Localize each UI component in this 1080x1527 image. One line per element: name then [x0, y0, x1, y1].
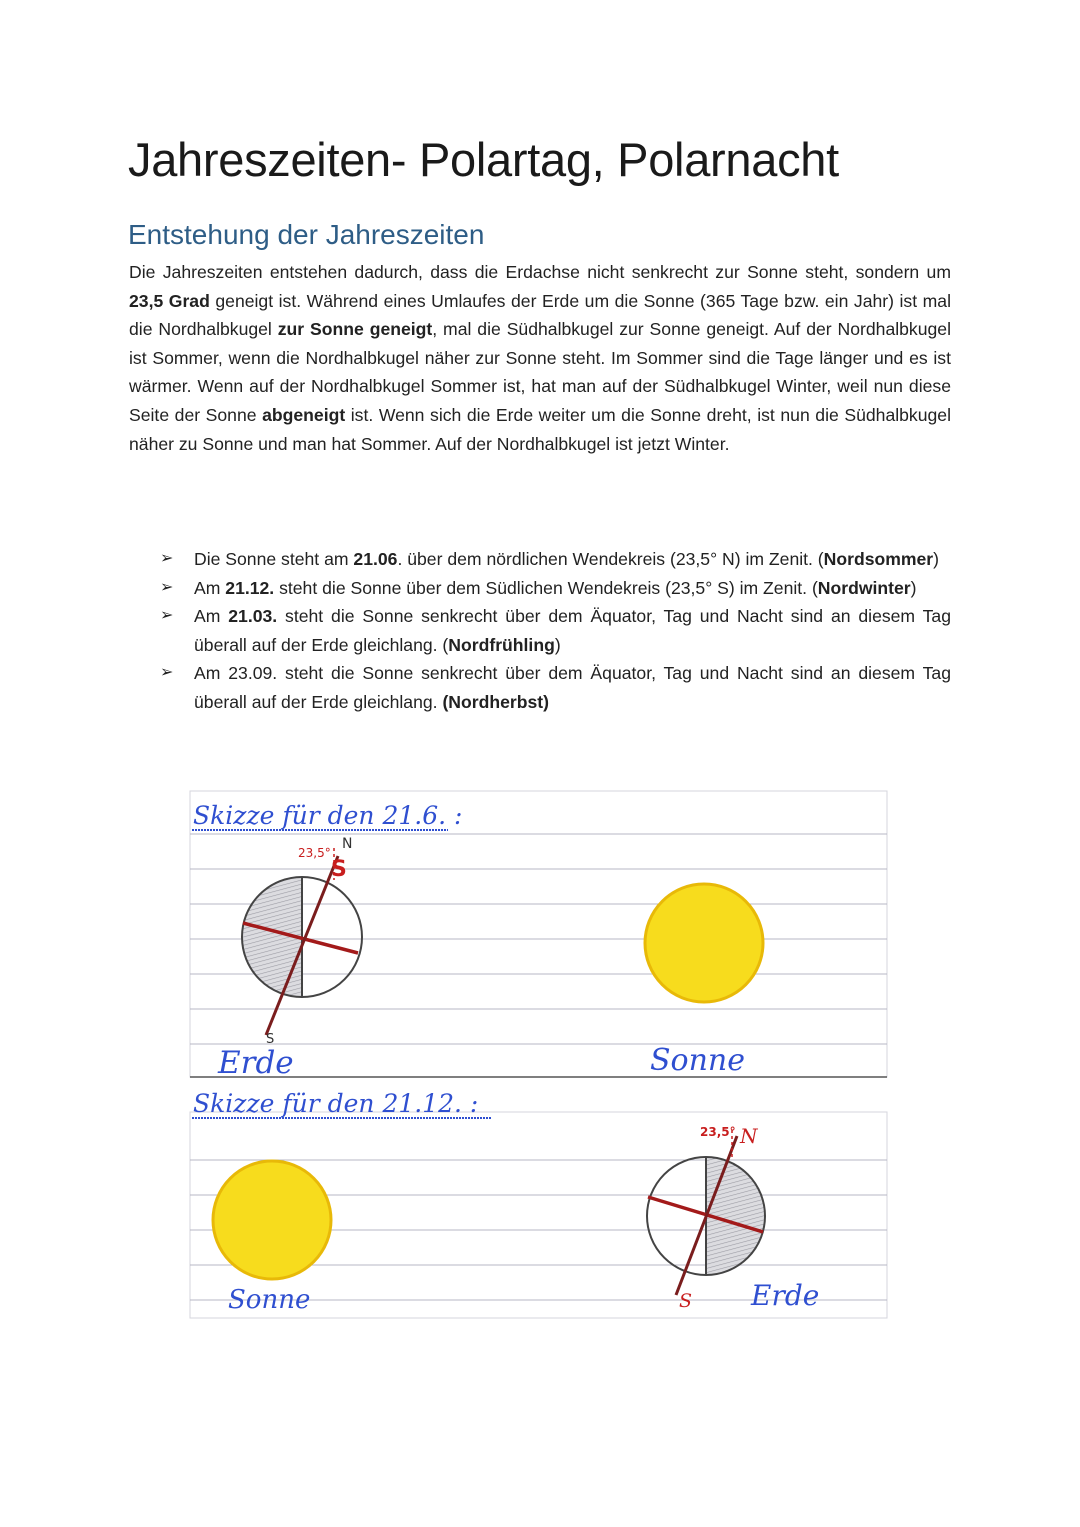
bullet-season: Nordsommer	[823, 549, 934, 569]
sketch-december-heading: Skizze für den 21.12. :	[193, 1089, 479, 1118]
sketch-december-panel	[190, 1089, 887, 1318]
arrow-bullet-icon: ➢	[160, 550, 174, 567]
arrow-bullet-icon: ➢	[160, 607, 174, 625]
page-title: Jahreszeiten- Polartag, Polarnacht	[128, 133, 839, 186]
bullet-season: Nordwinter	[817, 577, 911, 598]
bullet-date: 21.12.	[225, 577, 275, 598]
paragraph-text: ist. Wenn sich die Erde weiter um die Sonne dreht, ist nun die Südhalbkugel näher zu Sonne und man hat Sommer. Auf der Nordhalbkugel ist jetzt Winter.	[129, 404, 951, 454]
bullet-date: 21.03.	[228, 606, 278, 627]
sun-label: Sonne	[650, 1043, 746, 1078]
bullet-text: . über dem nördlichen Wendekreis (23,5° N) im Zenit. (	[397, 549, 824, 569]
bullet-item	[160, 545, 951, 574]
north-label: N	[740, 1124, 758, 1148]
angle-label: 23,5°	[298, 846, 331, 860]
paragraph-text: , mal die Südhalbkugel zur Sonne geneigt. Auf der Nordhalbkugel ist Sommer, wenn die Nordhalbkugel näher zur Sonne steht. Im Sommer sind die Tage länger und es ist wärmer. Wenn auf der Nordhalbkugel Sommer ist, hat man auf der Südhalbkugel Winter, weil nun diese Seite der Sonne	[129, 319, 951, 425]
paragraph-bold: zur Sonne geneigt	[277, 319, 433, 340]
bullet-season: (Nordherbst)	[442, 691, 549, 712]
paragraph-bold: abgeneigt	[262, 404, 346, 425]
paragraph-text: geneigt ist. Während eines Umlaufes der Erde um die Sonne (365 Tage bzw. ein Jahr) ist mal die Nordhalbkugel	[129, 290, 951, 340]
sun-june	[645, 884, 763, 1002]
earth-axis-marker: S	[331, 857, 347, 882]
bullet-item	[160, 574, 951, 603]
south-label: S	[679, 1290, 693, 1312]
bullet-text: )	[933, 549, 940, 569]
angle-label: 23,5°	[700, 1125, 736, 1139]
paragraph-text: Die Jahreszeiten entstehen dadurch, dass die Erdachse nicht senkrecht zur Sonne steht, sondern um	[129, 262, 951, 282]
earth-label: Erde	[218, 1045, 294, 1081]
earth-label: Erde	[751, 1279, 820, 1312]
bullet-text: Am 23.09. steht die Sonne senkrecht über dem Äquator, Tag und Nacht sind an diesem Tag überall auf der Erde gleichlang.	[194, 663, 951, 712]
north-label: N	[342, 836, 353, 852]
sun-december	[213, 1161, 331, 1279]
bullet-text: steht die Sonne über dem Südlichen Wendekreis (23,5° S) im Zenit. (	[274, 577, 818, 598]
season-bullet-list	[160, 545, 951, 717]
sun-label: Sonne	[228, 1285, 311, 1315]
season-sketch-figure	[188, 790, 890, 1320]
bullet-text: Am	[194, 606, 229, 627]
bullet-text: steht die Sonne senkrecht über dem Äquator, Tag und Nacht sind an diesem Tag überall auf der Erde gleichlang. (	[194, 606, 952, 655]
bullet-text: Am	[194, 577, 226, 598]
bullet-item	[160, 602, 951, 659]
section-heading: Entstehung der Jahreszeiten	[128, 219, 485, 250]
sketch-june-heading: Skizze für den 21.6. :	[193, 801, 463, 830]
arrow-bullet-icon: ➢	[160, 578, 174, 596]
bullet-season: Nordfrühling	[448, 634, 555, 655]
bullet-text: )	[910, 577, 917, 598]
south-label: S	[266, 1032, 275, 1047]
bullet-text: )	[554, 634, 561, 655]
bullet-date: 21.06	[353, 549, 398, 569]
intro-paragraph	[129, 258, 951, 458]
arrow-bullet-icon: ➢	[160, 664, 174, 682]
bullet-item	[160, 659, 951, 716]
bullet-text: Die Sonne steht am	[194, 549, 354, 569]
paragraph-bold: 23,5 Grad	[129, 290, 210, 311]
sketch-june-panel	[190, 791, 887, 1081]
